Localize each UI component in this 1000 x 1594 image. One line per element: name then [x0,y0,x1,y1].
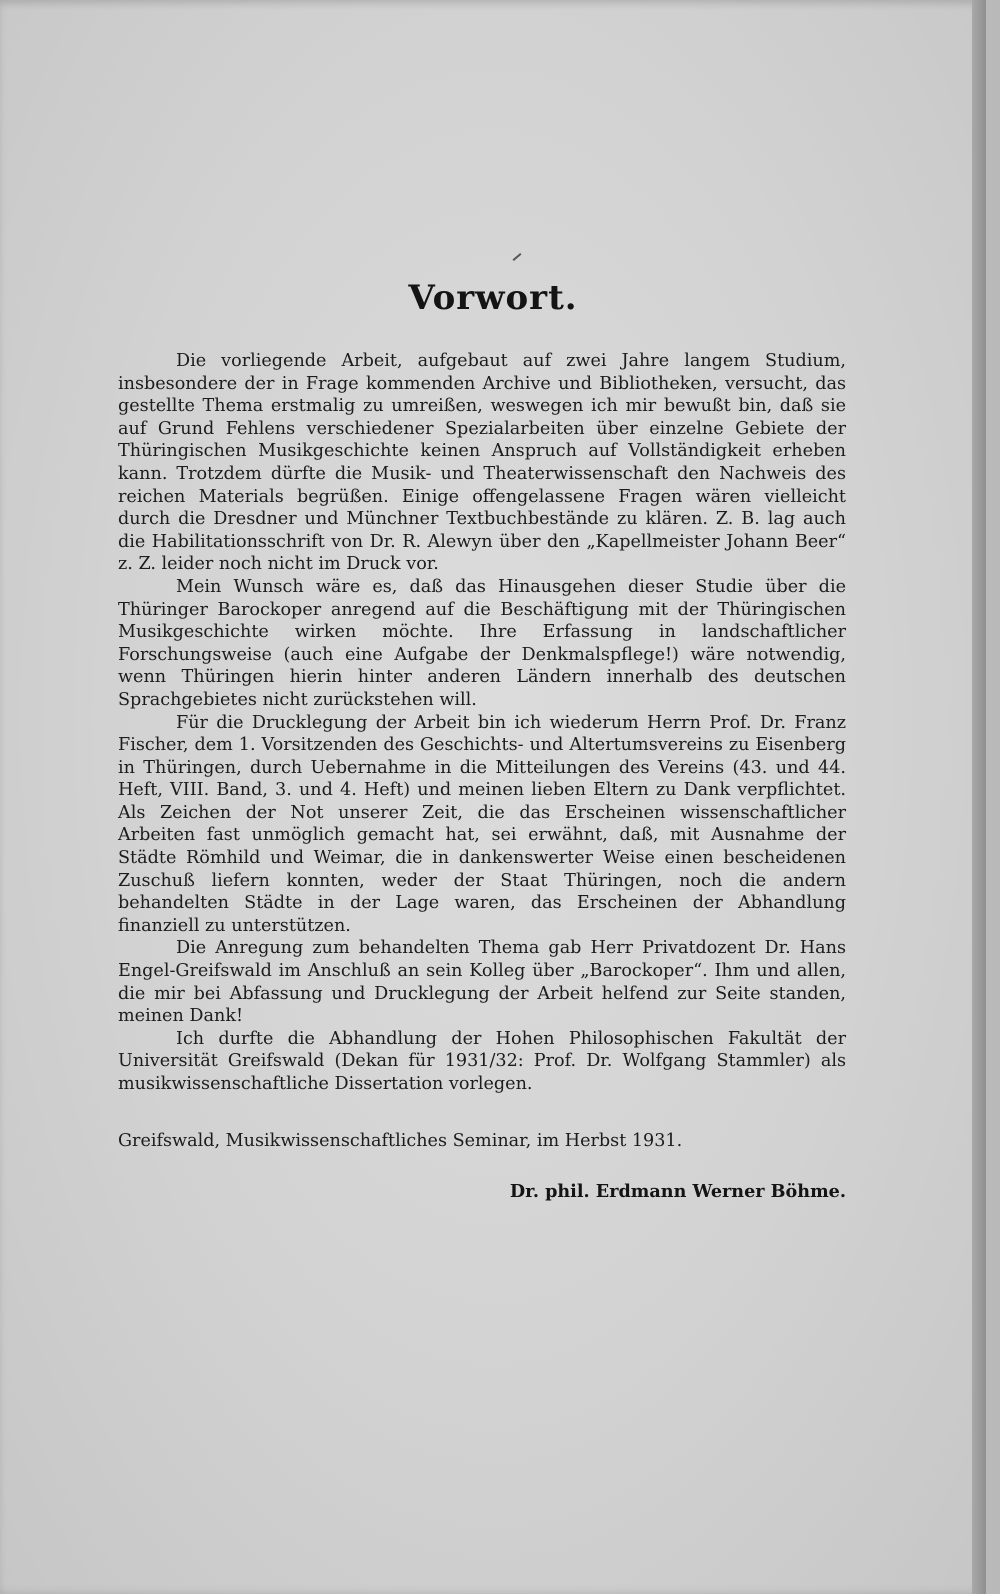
place-date-line: Greifswald, Musikwissenschaftliches Seminar, im Herbst 1931. [118,1131,683,1151]
page-edge-shadow [972,0,986,1594]
page-heading: Vorwort. [408,278,578,318]
paragraph-2: Mein Wunsch wäre es, daß das Hinausgehen dieser Studie über die Thüringer Barockoper anregend auf die Beschäftigung mit der Thüringischen Musikgeschichte wirken möchte. Ihre Erfassung in landschaftlicher Forschungsweise (auch eine Aufgabe der Denkmalspflege!) wäre notwendig, wenn Thüringen hierin hinter anderen Ländern innerhalb des deutschen Sprachgebietes nicht zurückstehen will. [118,576,846,710]
author-signature: Dr. phil. Erdmann Werner Böhme. [509,1181,846,1202]
paragraph-5: Ich durfte die Abhandlung der Hohen Philosophischen Fakultät der Universität Greifswald (Dekan für 1931/32: Prof. Dr. Wolfgang Stammler) als musikwissenschaftliche Dissertation vorlegen. [118,1028,846,1094]
paragraph-1: Die vorliegende Arbeit, aufgebaut auf zwei Jahre langem Studium, insbesondere der in Frage kommenden Archive und Bibliotheken, versucht, das gestellte Thema erstmalig zu umreißen, weswegen ich mir bewußt bin, daß sie auf Grund Fehlens verschiedener Spezialarbeiten über einzelne Gebiete der Thüringischen Musikgeschichte keinen Anspruch auf Vollständigkeit erheben kann. Trotzdem dürfte die Musik- und Theaterwissenschaft den Nachweis des reichen Materials begrüßen. Einige offengelassene Fragen wären vielleicht durch die Dresdner und Münchner Textbuchbestände zu klären. Z. B. lag auch die Habilitationsschrift von Dr. R. Alewyn über den „Kapellmeister Johann Beer“ z. Z. leider noch nicht im Druck vor. [118,351,846,575]
pencil-mark [513,253,522,261]
paragraph-3: Für die Drucklegung der Arbeit bin ich wiederum Herrn Prof. Dr. Franz Fischer, dem 1. Vorsitzenden des Geschichts- und Altertumsvereins zu Eisenberg in Thüringen, durch Uebernahme in die Mitteilungen des Vereins (43. und 44. Heft, VIII. Band, 3. und 4. Heft) und meinen lieben Eltern zu Dank verpflichtet. Als Zeichen der Not unserer Zeit, die das Erscheinen wissenschaftlicher Arbeiten fast unmöglich gemacht hat, sei erwähnt, daß, mit Ausnahme der Städte Römhild und Weimar, die in dankenswerter Weise einen bescheidenen Zuschuß liefern konnten, weder der Staat Thüringen, noch die andern behandelten Städte in der Lage waren, das Erscheinen der Abhandlung finanziell zu unterstützen. [118,712,846,936]
paragraph-4: Die Anregung zum behandelten Thema gab Herr Privatdozent Dr. Hans Engel-Greifswald im Anschluß an sein Kolleg über „Barockoper“. Ihm und allen, die mir bei Abfassung und Drucklegung der Arbeit helfend zur Seite standen, meinen Dank! [118,938,846,1027]
preface-body [118,350,846,1096]
